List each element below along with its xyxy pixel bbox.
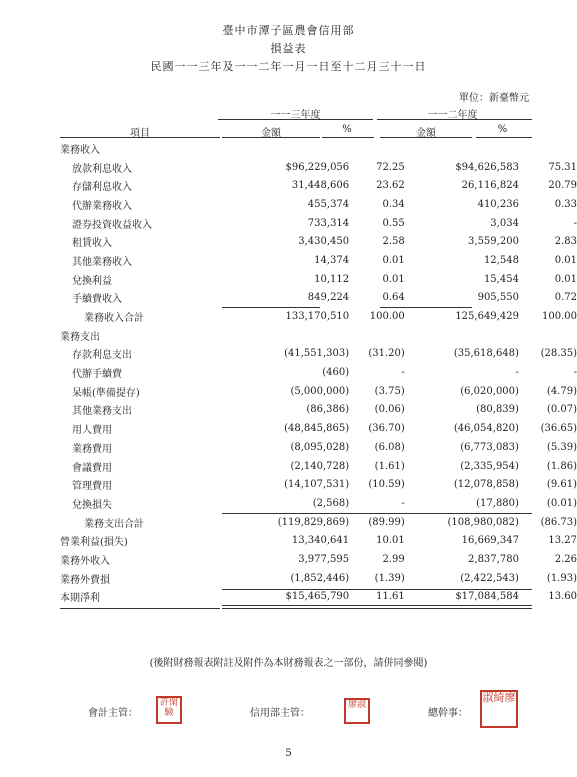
- percent-113: 100.00: [369, 311, 405, 323]
- percent-113: -: [401, 367, 405, 379]
- general-manager-label: 總幹事：: [428, 708, 468, 719]
- amount-112: 16,669,347: [461, 535, 519, 547]
- percent-112: [519, 326, 577, 345]
- table-row: [60, 176, 577, 195]
- amount-113: 3,430,450: [298, 236, 350, 248]
- percent-113: (36.70): [368, 423, 405, 435]
- rule-total-double-1: [222, 605, 532, 606]
- percent-112: 2.26: [554, 553, 577, 565]
- row-label-text: 存儲利息收入: [72, 182, 132, 194]
- table-row: [60, 158, 577, 177]
- amount-113: $96,229,056: [285, 161, 350, 173]
- percent-112: 0.01: [554, 254, 577, 266]
- amount-113: (460): [322, 367, 350, 379]
- year-112-header: 一一二年度: [427, 110, 478, 121]
- percent-112: (0.07): [546, 404, 577, 416]
- row-label-text: 業務收入: [60, 144, 100, 156]
- amount-113: (86,386): [306, 404, 350, 416]
- table-row: [60, 513, 577, 532]
- amount-113: 31,448,606: [291, 180, 350, 192]
- amount-113: (1,852,446): [290, 572, 350, 584]
- table-row: [60, 569, 577, 588]
- percent-113: 23.62: [376, 180, 405, 192]
- rule-subtotal-revenue-112: [380, 307, 472, 308]
- row-label: [60, 382, 207, 401]
- percent-113: 2.99: [382, 553, 405, 565]
- row-label: [60, 494, 207, 513]
- percent-112: (28.35): [540, 348, 577, 360]
- percent-113: (89.99): [368, 516, 405, 528]
- percent-112: (1.86): [546, 460, 577, 472]
- row-label: [60, 401, 207, 420]
- percent-113: (1.61): [374, 460, 405, 472]
- row-label: [60, 531, 207, 550]
- amount-112: (80,839): [476, 404, 519, 416]
- percent-113: (1.39): [374, 572, 405, 584]
- percent-113: (3.75): [374, 385, 405, 397]
- percent-113: -: [401, 497, 405, 509]
- amount-112: (46,054,820): [453, 423, 519, 435]
- row-label: [60, 475, 207, 494]
- table-row: [60, 214, 577, 233]
- table-row: [60, 438, 577, 457]
- amount-113: 13,340,641: [291, 535, 350, 547]
- credit-dept-supervisor-seal: 廖淑: [344, 698, 370, 724]
- amount-113: 3,977,595: [298, 553, 350, 565]
- table-row: [60, 139, 577, 158]
- amount-113: (2,568): [312, 497, 350, 509]
- row-label: [60, 345, 207, 364]
- rule-total-double-2: [222, 608, 532, 609]
- credit-dept-supervisor-label: 信用部主管：: [250, 708, 310, 719]
- amount-113: (14,107,531): [284, 479, 350, 491]
- amount-112: 3,034: [490, 217, 519, 229]
- general-manager-seal: 淑綺廖: [480, 690, 518, 728]
- row-label-text: 業務支出: [60, 331, 100, 343]
- amount-113: 133,170,510: [285, 311, 350, 323]
- rule-amount-113: [222, 137, 320, 138]
- percent-112: 0.33: [554, 198, 577, 210]
- amount-112: (17,880): [476, 497, 519, 509]
- percent-113: 2.58: [382, 236, 405, 248]
- table-row: [60, 550, 577, 569]
- row-label: [60, 438, 207, 457]
- percent-113: [349, 326, 405, 345]
- percent-112: -: [573, 367, 577, 379]
- row-label-text: 業務收入合計: [84, 313, 144, 325]
- percent-112: 100.00: [542, 311, 577, 323]
- percent-112: 20.79: [548, 180, 577, 192]
- row-label: [60, 139, 207, 158]
- amount-112: $94,626,583: [455, 161, 519, 173]
- table-row: [60, 588, 577, 607]
- amount-113: (41,551,303): [284, 348, 350, 360]
- amount-112: 905,550: [477, 292, 519, 304]
- percent-113: [349, 139, 405, 158]
- statement-title: 損益表: [270, 42, 307, 55]
- percent-112: (9.61): [546, 479, 577, 491]
- row-label-text: 手續費收入: [72, 294, 122, 306]
- amount-112: (35,618,648): [453, 348, 519, 360]
- amount-112: (12,078,858): [453, 479, 519, 491]
- row-label: [60, 326, 207, 345]
- table-row: [60, 382, 577, 401]
- table-row: [60, 457, 577, 476]
- amount-112: (2,335,954): [460, 460, 519, 472]
- percent-header-113: %: [342, 124, 352, 135]
- row-label-text: 會議費用: [72, 462, 112, 474]
- percent-113: 0.64: [382, 292, 405, 304]
- amount-112: 26,116,824: [461, 180, 519, 192]
- statement-period: 民國一一三年及一一二年一月一日至十二月三十一日: [150, 60, 427, 73]
- percent-112: (4.79): [546, 385, 577, 397]
- row-label: [60, 307, 207, 326]
- row-label: [60, 270, 207, 289]
- amount-113: (2,140,728): [290, 460, 350, 472]
- amount-112: (2,422,543): [460, 572, 519, 584]
- row-label: [60, 195, 207, 214]
- row-label-text: 管理費用: [72, 481, 112, 493]
- row-label-text: 業務外收入: [60, 555, 110, 567]
- percent-112: (5.39): [546, 441, 577, 453]
- table-row: [60, 531, 577, 550]
- row-label: [60, 419, 207, 438]
- row-label: [60, 457, 207, 476]
- rule-subtotal-revenue-113: [222, 307, 320, 308]
- row-label-text: 業務支出合計: [84, 518, 144, 530]
- item-column-header: 項目: [130, 128, 150, 139]
- row-label: [60, 158, 207, 177]
- table-row: [60, 251, 577, 270]
- row-label: [60, 513, 207, 532]
- row-label-text: 業務費用: [72, 443, 112, 455]
- row-label: [60, 550, 207, 569]
- row-label: [60, 289, 207, 308]
- row-label-text: 本期淨利: [60, 593, 100, 605]
- amount-113: 14,374: [314, 254, 350, 266]
- table-row: [60, 232, 577, 251]
- table-row: [60, 363, 577, 382]
- rule-item-header: [60, 137, 220, 138]
- amount-112: [405, 139, 519, 158]
- amount-113: [207, 139, 349, 158]
- amount-113: 733,314: [307, 217, 350, 229]
- percent-113: 0.55: [382, 217, 405, 229]
- row-label: [60, 363, 207, 382]
- percent-112: (0.01): [546, 497, 577, 509]
- row-label-text: 代辦業務收入: [72, 200, 132, 212]
- row-label-text: 營業利益(損失): [60, 537, 128, 549]
- row-label-text: 存款利息支出: [72, 350, 132, 362]
- row-label-text: 證券投資收益收入: [72, 219, 152, 231]
- row-label: [60, 569, 207, 588]
- table-row: [60, 270, 577, 289]
- percent-112: (86.73): [540, 516, 577, 528]
- row-label: [60, 251, 207, 270]
- percent-113: (10.59): [368, 479, 405, 491]
- rule-pct-113: [322, 137, 374, 138]
- footnote: (後附財務報表附註及附件為本財務報表之一部份，請併同參閱): [149, 658, 428, 669]
- row-label-text: 用人費用: [72, 425, 112, 437]
- amount-112: (6,773,083): [460, 441, 519, 453]
- row-label-text: 呆帳(準備提存): [72, 387, 140, 399]
- amount-113: 10,112: [314, 273, 350, 285]
- amount-112: [405, 326, 519, 345]
- row-label-text: 業務外費損: [60, 574, 110, 586]
- row-label: [60, 214, 207, 233]
- currency-unit: 單位：新臺幣元: [459, 93, 529, 104]
- table-row: [60, 289, 577, 308]
- amount-113: [207, 326, 349, 345]
- table-row: [60, 307, 577, 326]
- percent-112: [519, 139, 577, 158]
- amount-112: 15,454: [483, 273, 519, 285]
- row-label-text: 兌換損失: [72, 499, 112, 511]
- amount-112: 12,548: [483, 254, 519, 266]
- table-row: [60, 345, 577, 364]
- percent-112: (36.65): [540, 423, 577, 435]
- row-label: [60, 588, 207, 607]
- row-label-text: 放款利息收入: [72, 163, 132, 175]
- rule-amount-112: [380, 137, 472, 138]
- amount-113: (5,000,000): [290, 385, 350, 397]
- percent-112: 13.60: [548, 591, 577, 603]
- percent-113: 72.25: [376, 161, 405, 173]
- rule-subtotal-expense: [222, 513, 532, 514]
- percent-header-112: %: [497, 124, 508, 135]
- amount-112: 2,837,780: [468, 553, 519, 565]
- table-row: [60, 326, 577, 345]
- table-row: [60, 475, 577, 494]
- amount-112: 3,559,200: [468, 236, 519, 248]
- row-label-text: 其他業務收入: [72, 256, 132, 268]
- row-label-text: 兌換利益: [72, 275, 112, 287]
- percent-112: 0.72: [554, 292, 577, 304]
- row-label-text: 租賃收入: [72, 238, 112, 250]
- percent-112: 0.01: [554, 273, 577, 285]
- amount-113: (8,095,028): [290, 441, 350, 453]
- table-row: [60, 401, 577, 420]
- amount-113: 849,224: [307, 292, 350, 304]
- rule-table-bottom: [60, 608, 220, 609]
- organization-name: 臺中市潭子區農會信用部: [222, 24, 355, 37]
- percent-113: (0.06): [374, 404, 405, 416]
- rule-pct-112: [476, 137, 532, 138]
- percent-112: 75.31: [548, 161, 577, 173]
- amount-112: 125,649,429: [455, 311, 519, 323]
- percent-113: (31.20): [368, 348, 405, 360]
- amount-113: 455,374: [307, 198, 350, 210]
- amount-112: (6,020,000): [460, 385, 519, 397]
- row-label-text: 代辦手續費: [72, 369, 122, 381]
- amount-113: (119,829,869): [277, 516, 350, 528]
- row-label: [60, 176, 207, 195]
- amount-header-112: 金額: [416, 128, 436, 139]
- income-statement-table: [60, 139, 577, 606]
- percent-113: 11.61: [376, 591, 405, 603]
- year-113-header: 一一三年度: [270, 110, 321, 121]
- percent-112: 13.27: [548, 535, 577, 547]
- row-label: [60, 232, 207, 251]
- page-number: 5: [285, 748, 292, 759]
- rule-total-top: [222, 589, 532, 590]
- percent-113: 0.34: [382, 198, 405, 210]
- rule-year2: [377, 119, 532, 120]
- percent-113: (6.08): [374, 441, 405, 453]
- percent-112: -: [573, 217, 577, 229]
- amount-112: $17,084,584: [455, 591, 519, 603]
- amount-112: -: [515, 367, 519, 379]
- percent-113: 0.01: [382, 254, 405, 266]
- amount-header-113: 金額: [261, 128, 281, 139]
- percent-113: 0.01: [382, 273, 405, 285]
- row-label-text: 其他業務支出: [72, 406, 132, 418]
- amount-112: 410,236: [477, 198, 519, 210]
- amount-113: $15,465,790: [285, 591, 350, 603]
- table-row: [60, 195, 577, 214]
- accounting-supervisor-label: 會計主管：: [88, 708, 138, 719]
- table-row: [60, 494, 577, 513]
- percent-112: 2.83: [554, 236, 577, 248]
- table-row: [60, 419, 577, 438]
- amount-112: (108,980,082): [447, 516, 519, 528]
- accounting-supervisor-seal: 許閑驗: [156, 696, 182, 724]
- amount-113: (48,845,865): [284, 423, 350, 435]
- rule-year1: [218, 119, 373, 120]
- percent-113: 10.01: [376, 535, 405, 547]
- percent-112: (1.93): [546, 572, 577, 584]
